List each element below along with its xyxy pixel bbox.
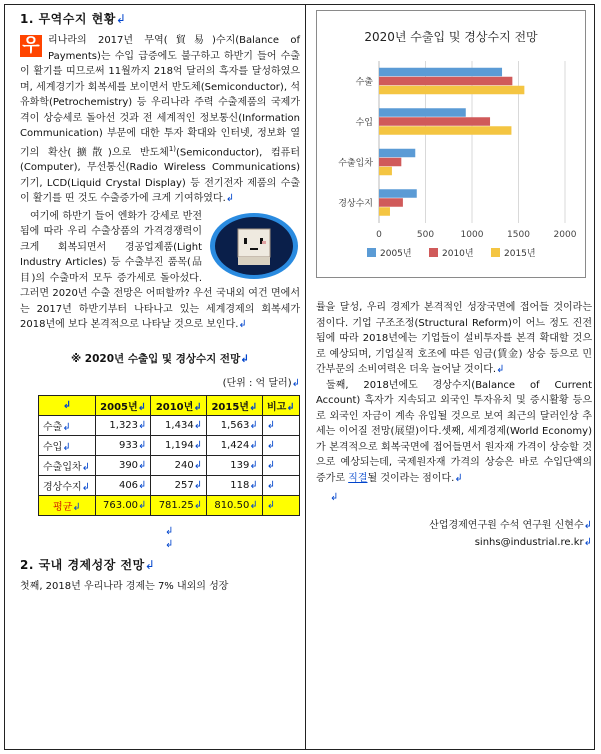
table-cell: 390↲ (95, 455, 151, 475)
table-cell: 1,194↲ (151, 435, 207, 455)
section2-heading (20, 556, 300, 573)
table-row (39, 455, 300, 475)
column-divider (305, 4, 306, 750)
paragraph-mark: ↲ (496, 364, 505, 375)
x-tick-label: 500 (416, 230, 435, 240)
table-cell: 933↲ (95, 435, 151, 455)
paragraph-mark: ↲ (165, 538, 174, 550)
table-cell: 1,424↲ (207, 435, 263, 455)
right-para1 (316, 300, 592, 378)
table-cell: 1,563↲ (207, 415, 263, 435)
bar (379, 126, 511, 135)
bar (379, 108, 466, 117)
bar (379, 158, 401, 167)
table-cell: ↲ (262, 435, 299, 455)
section1-heading-text: 1. 무역수지 현황 (20, 12, 116, 26)
paragraph-mark: ↲ (165, 525, 174, 537)
x-tick-label: 1500 (507, 230, 530, 240)
table-header-cell: ↲ (39, 395, 96, 415)
table-unit (20, 374, 300, 389)
x-tick-label: 0 (376, 230, 382, 240)
chart-legend (367, 247, 536, 259)
robot-icon (208, 211, 300, 281)
table-cell: ↲ (262, 475, 299, 495)
table-cell: 406↲ (95, 475, 151, 495)
table-title-text: ※ 2020년 수출입 및 경상수지 전망 (70, 352, 241, 365)
bar (379, 198, 403, 207)
dropcap: 우 (20, 35, 42, 57)
category-label: 수입 (355, 117, 373, 128)
table-cell: 257↲ (151, 475, 207, 495)
section1-para2-text: 여기에 하반기 들어 엔화가 강세로 반전됨에 따라 우리 수출상품의 가격경쟁력이 크게 회복되면서 경공업제품(Light Industry Articles) 등 수출부진 품목(品目)의 수출마저 모두 증가세로 돌아섰다. 그러면 2020년 수출 전망은 어떠할까? 우선 국내외 여건 면에서는 2017년 하반기부터 나타나고 있는 세계경제의 회복세가 2018년에 보다 본격적으로 나타날 것으로 보인다. (20, 210, 300, 331)
table-header-cell: 2015년↲ (207, 395, 263, 415)
paragraph-mark: ↲ (238, 319, 247, 331)
right-para2b-text: 될 것이라는 점이다. (367, 472, 455, 484)
legend-label: 2005년 (380, 249, 412, 259)
table-cell: 139↲ (207, 455, 263, 475)
footnote-ref[interactable]: 1) (168, 144, 176, 153)
chart-x-ticks (376, 230, 577, 240)
table-header-row (39, 395, 300, 415)
robot-image (208, 211, 300, 281)
data-table (38, 395, 300, 516)
signature-block: 산업경제연구원 수석 연구원 신현수↲ sinhs@industrial.re.kr↲ (429, 520, 592, 548)
table-row (39, 435, 300, 455)
table-cell: ↲ (262, 455, 299, 475)
table-unit-text: (단위 : 억 달러) (222, 377, 292, 389)
table-cell: 수출입차↲ (39, 455, 96, 475)
x-tick-label: 2000 (553, 230, 577, 240)
chart-title: 2020년 수출입 및 경상수지 전망 (364, 30, 538, 44)
table-cell: 1,323↲ (95, 415, 151, 435)
right-para2-text: 둘째, 2018년에도 경상수지(Balance of Current Account) 흑자가 지속되고 외국인 투자유치 및 증시활황 등으로 외국인 자금이 계속 유입될 것으로 보여 최근의 달러인상 추세는 이어질 전망(展望)이다.셋째, 세계경제(World Economy)가 본격적으로 회복국면에 접어들면서 원자재 가격이 상승할 것으로 예상되는데, 국제원자재 가격의 상승은 바로 수입단액의 증가로 (316, 379, 592, 484)
table-cell: 평균↲ (39, 495, 96, 515)
author-line: 산업경제연구원 수석 연구원 신현수 (429, 520, 584, 531)
table-header-cell: 비고↲ (262, 395, 299, 415)
paragraph-mark: ↲ (454, 472, 463, 484)
table-cell: 781.25↲ (151, 495, 207, 515)
bar (379, 77, 512, 86)
chart-category-labels (338, 75, 373, 209)
section1-para2 (20, 209, 300, 333)
section1-para1 (20, 33, 300, 207)
table-cell: 수입↲ (39, 435, 96, 455)
section1-para1-text: 리나라의 2017년 무역(貿易)수지(Balance of Payments)는 수입 급증에도 불구하고 하반기 들어 수출이 활기를 띠므로써 11월까지 218억 달러의 흑자를 달성하였으며, 세계경기가 회복세를 보이면서 반도체(Semiconductor), 석유화학(Petrochemistry) 등 우리나라 주력 수출제품의 국제가격이 상승세로 돌아선 것과 전 세계적인 정보통신(Information Communication) 부문에 대한 투자 확대와 인터넷, 정보화 열기의 확산(擴散)으로 반도체 (20, 35, 300, 158)
x-tick-label: 1000 (460, 230, 484, 240)
table-cell: 240↲ (151, 455, 207, 475)
bar (379, 117, 490, 126)
bar (379, 189, 417, 198)
table-cell: 1,434↲ (151, 415, 207, 435)
table-cell: 118↲ (207, 475, 263, 495)
category-label: 수출 (355, 77, 373, 88)
paragraph-mark: ↲ (144, 557, 156, 572)
paragraph-mark: ↲ (225, 193, 235, 205)
chart-container (316, 10, 586, 278)
table-avg-row (39, 495, 300, 515)
right-column (316, 300, 592, 551)
legend-swatch (367, 248, 376, 257)
paragraph-mark: ↲ (291, 377, 300, 389)
chart-grid (379, 61, 565, 223)
bar (379, 86, 524, 95)
bar-chart (317, 11, 585, 277)
paragraph-mark: ↲ (240, 352, 250, 365)
legend-label: 2015년 (504, 249, 536, 259)
left-column (20, 10, 300, 594)
bar (379, 207, 390, 216)
legend-swatch (429, 248, 438, 257)
legend-label: 2010년 (442, 249, 474, 259)
table-title (20, 351, 300, 366)
section2-heading-text: 2. 국내 경제성장 전망 (20, 557, 145, 572)
paragraph-mark: ↲ (115, 12, 127, 26)
table-cell: 수출↲ (39, 415, 96, 435)
table-cell: 경상수지↲ (39, 475, 96, 495)
section2-para (20, 579, 300, 595)
bar (379, 167, 392, 176)
table-header-cell: 2005년↲ (95, 395, 151, 415)
bar (379, 68, 502, 77)
hyperlink[interactable]: 직결 (348, 472, 368, 484)
section1-para1b-text: (Semiconductor), 컴퓨터(Computer), 무선통신(Radio Wireless Communications) 기기, LCD(Liquid Crystal Display) 등 전기전자 제품의 수출이 활기를 띤 것도 수출증가에 크게 기여하였다. (20, 146, 300, 205)
table-row (39, 415, 300, 435)
right-para1-text: 률을 달성, 우리 경제가 본격적인 성장국면에 접어들 것이라는 점이다. 기업 구조조정(Structural Reform)이 어느 정도 진전됨에 따라 2018년에는 기업들이 설비투자를 본격 확대할 것으로 예상되며, 기업실적 호조에 따른 임금(賃金) 상승 등으로 민간부문의 소비여력은 더욱 늘어날 것이다. (316, 302, 592, 375)
section2-para-text: 첫째, 2018년 우리나라 경제는 7% 내외의 성장 (20, 580, 229, 592)
table-cell: ↲ (262, 415, 299, 435)
category-label: 수출입차 (338, 158, 373, 169)
category-label: 경상수지 (338, 198, 373, 209)
paragraph-mark: ↲ (330, 492, 339, 503)
table-cell: ↲ (262, 495, 299, 515)
author-email: sinhs@industrial.re.kr (474, 537, 584, 548)
legend-swatch (491, 248, 500, 257)
table-row (39, 475, 300, 495)
section1-heading (20, 10, 300, 27)
table-cell: 810.50↲ (207, 495, 263, 515)
table-header-cell: 2010년↲ (151, 395, 207, 415)
right-para2 (316, 378, 592, 487)
chart-bars (379, 68, 524, 216)
table-cell: 763.00↲ (95, 495, 151, 515)
bar (379, 149, 415, 158)
